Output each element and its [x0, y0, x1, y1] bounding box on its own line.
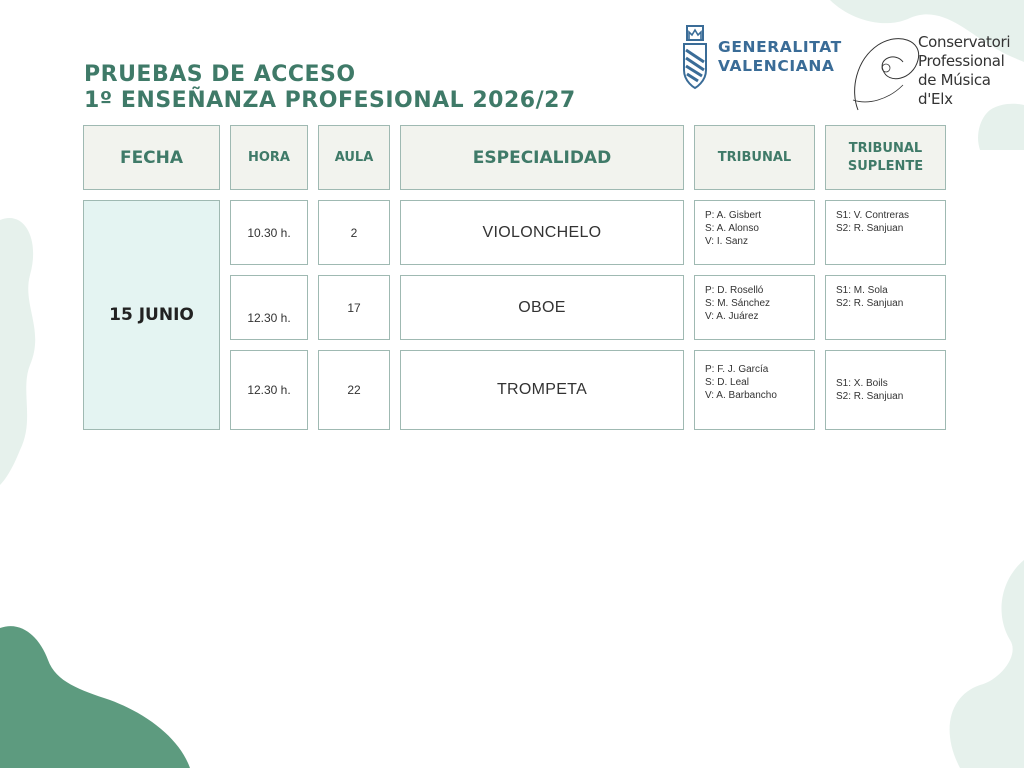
- row-1-hora-value: 10.30 h.: [247, 225, 291, 240]
- row-2-suplente-s1: S1: M. Sola: [836, 285, 888, 296]
- row-1-tribunal-s: S: A. Alonso: [705, 223, 759, 234]
- row-3-suplente: [825, 350, 946, 430]
- row-1-suplente-s1: S1: V. Contreras: [836, 210, 910, 221]
- conservatori-line-1: Conservatori: [918, 33, 1011, 51]
- page-title: [84, 62, 576, 114]
- header-fecha: [83, 125, 220, 190]
- generalitat-valenciana-logo: [678, 24, 850, 92]
- row-3-aula-value: 22: [347, 383, 361, 397]
- title-line-2: 1º ENSEÑANZA PROFESIONAL 2026/27: [84, 88, 576, 113]
- row-2-especialidad-value: OBOE: [518, 298, 566, 316]
- row-1-aula-value: 2: [350, 225, 358, 240]
- row-1-suplente: [825, 200, 946, 265]
- row-3-tribunal-p: P: F. J. García: [705, 364, 769, 375]
- row-1-tribunal-p: P: A. Gisbert: [705, 210, 762, 221]
- row-2-hora: [230, 275, 308, 340]
- row-1-hora: [230, 200, 308, 265]
- decorative-blob-bottom-right: [900, 560, 1024, 768]
- header-hora: [230, 125, 308, 190]
- decorative-blob-bottom-left: [0, 620, 200, 768]
- row-3-especialidad: [400, 350, 684, 430]
- header-suplente-line-1: TRIBUNAL: [848, 140, 923, 156]
- row-3-hora-value: 12.30 h.: [247, 383, 291, 397]
- row-1-especialidad-value: VIOLONCHELO: [482, 223, 602, 241]
- row-1-tribunal-v: V: I. Sanz: [705, 236, 748, 247]
- header-aula-label: AULA: [334, 149, 374, 165]
- row-3-tribunal: [694, 350, 815, 430]
- row-3-aula: [318, 350, 390, 430]
- decorative-blob-left: [0, 180, 90, 500]
- generalitat-emblem-icon: [678, 24, 712, 92]
- header-suplente-line-2: SUPLENTE: [847, 158, 924, 174]
- row-1-especialidad: [400, 200, 684, 265]
- row-2-suplente-s2: S2: R. Sanjuan: [836, 298, 904, 309]
- row-3-especialidad-value: TROMPETA: [496, 381, 588, 398]
- row-1-aula: [318, 200, 390, 265]
- title-line-1: PRUEBAS DE ACCESO: [84, 62, 356, 87]
- generalitat-line-2: VALENCIANA: [718, 57, 835, 75]
- header-tribunal-label: TRIBUNAL: [717, 149, 792, 165]
- header-tribunal: [694, 125, 815, 190]
- row-2-hora-value: 12.30 h.: [247, 311, 291, 325]
- header-aula: [318, 125, 390, 190]
- row-3-suplente-s1: S1: X. Boils: [836, 378, 888, 389]
- row-2-tribunal-v: V: A. Juárez: [705, 311, 759, 322]
- header-fecha-label: FECHA: [119, 147, 184, 168]
- date-cell: [83, 200, 220, 430]
- row-3-tribunal-v: V: A. Barbancho: [705, 390, 777, 401]
- row-3-suplente-s2: S2: R. Sanjuan: [836, 391, 904, 402]
- row-2-tribunal-p: P: D. Roselló: [705, 285, 764, 296]
- row-1-tribunal: [694, 200, 815, 265]
- row-2-tribunal: [694, 275, 815, 340]
- row-2-aula: [318, 275, 390, 340]
- row-2-especialidad: [400, 275, 684, 340]
- header-tribunal-suplente: [825, 125, 946, 190]
- row-1-suplente-s2: S2: R. Sanjuan: [836, 223, 904, 234]
- conservatori-line-2: Professional: [918, 52, 1005, 70]
- conservatori-swirl-icon: [848, 30, 928, 120]
- row-3-hora: [230, 350, 308, 430]
- row-2-tribunal-s: S: M. Sánchez: [705, 298, 771, 309]
- conservatori-line-4: d'Elx: [918, 90, 953, 108]
- conservatori-logo: [848, 30, 1011, 120]
- header-especialidad: [400, 125, 684, 190]
- generalitat-line-1: GENERALITAT: [718, 38, 842, 56]
- header-especialidad-label: ESPECIALIDAD: [472, 147, 612, 168]
- header-hora-label: HORA: [247, 149, 290, 165]
- row-3-tribunal-s: S: D. Leal: [705, 377, 749, 388]
- date-label: 15 JUNIO: [109, 305, 194, 325]
- conservatori-line-3: de Música: [918, 71, 991, 89]
- row-2-suplente: [825, 275, 946, 340]
- row-2-aula-value: 17: [347, 300, 361, 315]
